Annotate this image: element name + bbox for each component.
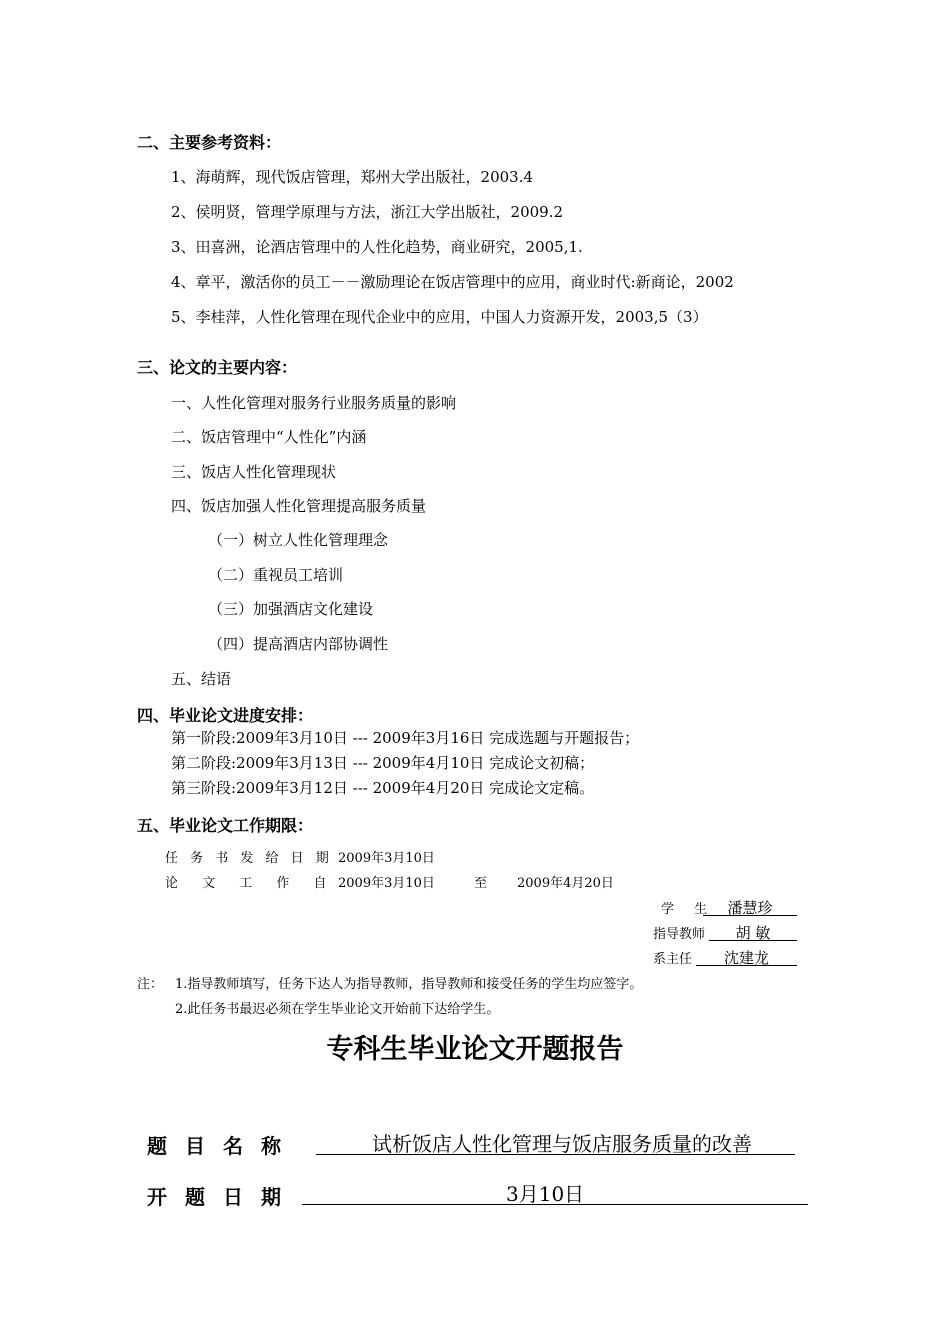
schedule-stage: 第三阶段:2009年3月12日 --- 2009年4月20日 完成论文定稿。 — [171, 779, 595, 797]
reference-item: 1、海萌辉，现代饭店管理，郑州大学出版社，2003.4 — [171, 168, 534, 186]
section3-heading: 三、论文的主要内容： — [137, 358, 298, 377]
dean-signature: 沈建龙 — [696, 947, 797, 966]
reference-item: 2、侯明贤，管理学原理与方法，浙江大学出版社，2009.2 — [171, 203, 564, 221]
advisor-label: 指导教师 — [653, 927, 706, 942]
issue-date-value: 2009年3月10日 — [338, 851, 435, 866]
content-subitem: （一）树立人性化管理理念 — [208, 531, 389, 549]
section2-heading: 二、主要参考资料： — [137, 133, 282, 152]
content-item: 二、饭店管理中“人性化”内涵 — [171, 428, 367, 446]
note-item: 2.此任务书最迟必须在学生毕业论文开始前下达给学生。 — [175, 1002, 500, 1017]
content-item: 四、饭店加强人性化管理提高服务质量 — [171, 497, 427, 515]
note-item: 1.指导教师填写，任务下达人为指导教师，指导教师和接受任务的学生均应签字。 — [175, 977, 643, 992]
work-period-from: 2009年3月10日 — [338, 876, 435, 891]
content-item: 五、结语 — [171, 670, 232, 688]
schedule-stage: 第二阶段:2009年3月13日 --- 2009年4月10日 完成论文初稿； — [171, 754, 595, 772]
reference-item: 3、田喜洲，论酒店管理中的人性化趋势，商业研究，2005,1. — [171, 238, 583, 256]
student-signature: 潘慧珍 — [703, 897, 797, 916]
section4-heading: 四、毕业论文进度安排： — [137, 706, 314, 725]
work-period-label: 论 文 工 作 自 — [165, 876, 337, 891]
work-period-to: 2009年4月20日 — [517, 876, 614, 891]
date-label: 开题日期 — [147, 1185, 299, 1209]
work-period-to-label: 至 — [474, 876, 488, 891]
student-label: 学 生 — [661, 902, 716, 917]
content-subitem: （四）提高酒店内部协调性 — [208, 635, 389, 653]
date-value: 3月10日 — [506, 1182, 585, 1206]
dean-label: 系主任 — [653, 952, 693, 967]
issue-date-label: 任 务 书 发 给 日 期 — [165, 851, 333, 866]
content-subitem: （二）重视员工培训 — [208, 566, 344, 584]
advisor-signature: 胡 敏 — [709, 922, 797, 941]
topic-value: 试析饭店人性化管理与饭店服务质量的改善 — [372, 1132, 752, 1156]
content-subitem: （三）加强酒店文化建设 — [208, 600, 374, 618]
schedule-stage: 第一阶段:2009年3月10日 --- 2009年3月16日 完成选题与开题报告； — [171, 729, 640, 747]
reference-item: 4、章平，激活你的员工－－激励理论在饭店管理中的应用，商业时代:新商论，2002 — [171, 273, 734, 291]
reference-item: 5、李桂萍，人性化管理在现代企业中的应用，中国人力资源开发，2003,5（3） — [171, 308, 708, 326]
topic-label: 题目名称 — [147, 1134, 299, 1158]
topic-field — [316, 1126, 795, 1155]
date-field — [302, 1176, 808, 1205]
notes-prefix: 注： — [137, 977, 164, 992]
content-item: 三、饭店人性化管理现状 — [171, 463, 337, 481]
section5-heading: 五、毕业论文工作期限： — [137, 816, 314, 835]
content-item: 一、人性化管理对服务行业服务质量的影响 — [171, 394, 457, 412]
report-title: 专科生毕业论文开题报告 — [326, 1034, 624, 1065]
